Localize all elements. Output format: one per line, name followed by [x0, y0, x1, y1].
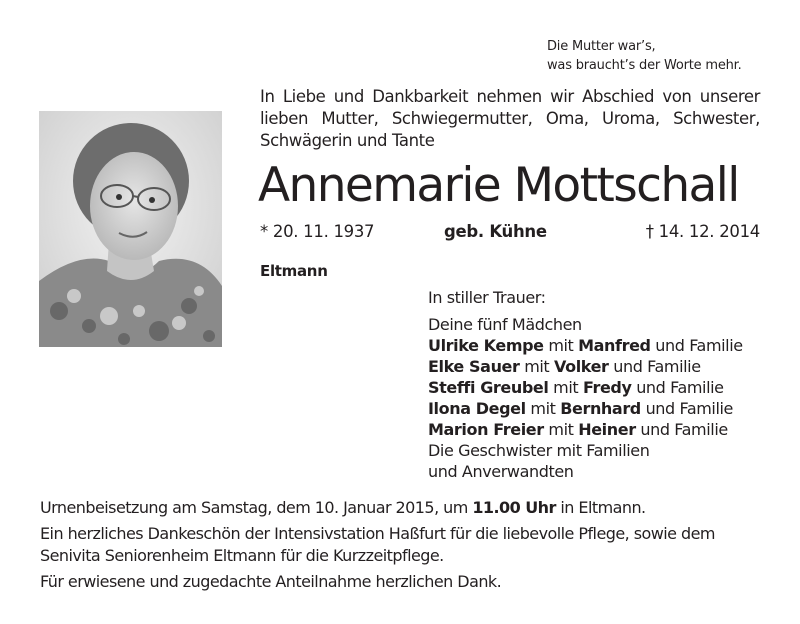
- family-line: Ulrike Kempe mit Manfred und Familie: [428, 336, 743, 355]
- family-line: Steffi Greubel mit Fredy und Familie: [428, 378, 724, 397]
- portrait-image-icon: [39, 111, 222, 347]
- relatives-line: und Anverwandten: [428, 462, 574, 481]
- deceased-name: Annemarie Mottschall: [258, 158, 739, 213]
- portrait-photo: [39, 111, 222, 347]
- motto-line-2: was braucht’s der Worte mehr.: [547, 58, 742, 73]
- closing-thanks: Für erwiesene und zugedachte Anteilnahme herzlichen Dank.: [40, 572, 502, 591]
- thanks-line-1: Ein herzliches Dankeschön der Intensivstation Haßfurt für die liebevolle Pflege, sowie dem: [40, 524, 715, 543]
- life-dates: [260, 222, 760, 246]
- intro-text: [260, 86, 760, 152]
- family-line: Marion Freier mit Heiner und Familie: [428, 420, 728, 439]
- footer-notice: [40, 497, 715, 593]
- maiden-name: geb. Kühne: [444, 222, 547, 241]
- motto-quote: [547, 37, 742, 75]
- family-line: Ilona Degel mit Bernhard und Familie: [428, 399, 733, 418]
- mourners-list: [428, 287, 743, 482]
- family-line: Elke Sauer mit Volker und Familie: [428, 357, 701, 376]
- death-date: † 14. 12. 2014: [645, 222, 760, 241]
- intro-line-3: Schwägerin und Tante: [260, 131, 435, 150]
- mourners-intro: Deine fünf Mädchen: [428, 315, 582, 334]
- hometown: Eltmann: [260, 262, 328, 280]
- burial-info: Urnenbeisetzung am Samstag, dem 10. Januar 2015, um 11.00 Uhr in Eltmann.: [40, 498, 646, 517]
- intro-line-1: In Liebe und Dankbarkeit nehmen wir Abschied von unserer: [260, 87, 760, 106]
- motto-line-1: Die Mutter war’s,: [547, 39, 656, 54]
- mourners-heading: In stiller Trauer:: [428, 288, 546, 307]
- thanks-line-2: Senivita Seniorenheim Eltmann für die Kurzzeitpflege.: [40, 546, 444, 565]
- siblings-line: Die Geschwister mit Familien: [428, 441, 650, 460]
- birth-date: * 20. 11. 1937: [260, 222, 375, 241]
- burial-time: 11.00 Uhr: [472, 498, 556, 517]
- intro-line-2: lieben Mutter, Schwiegermutter, Oma, Uroma, Schwester,: [260, 109, 760, 128]
